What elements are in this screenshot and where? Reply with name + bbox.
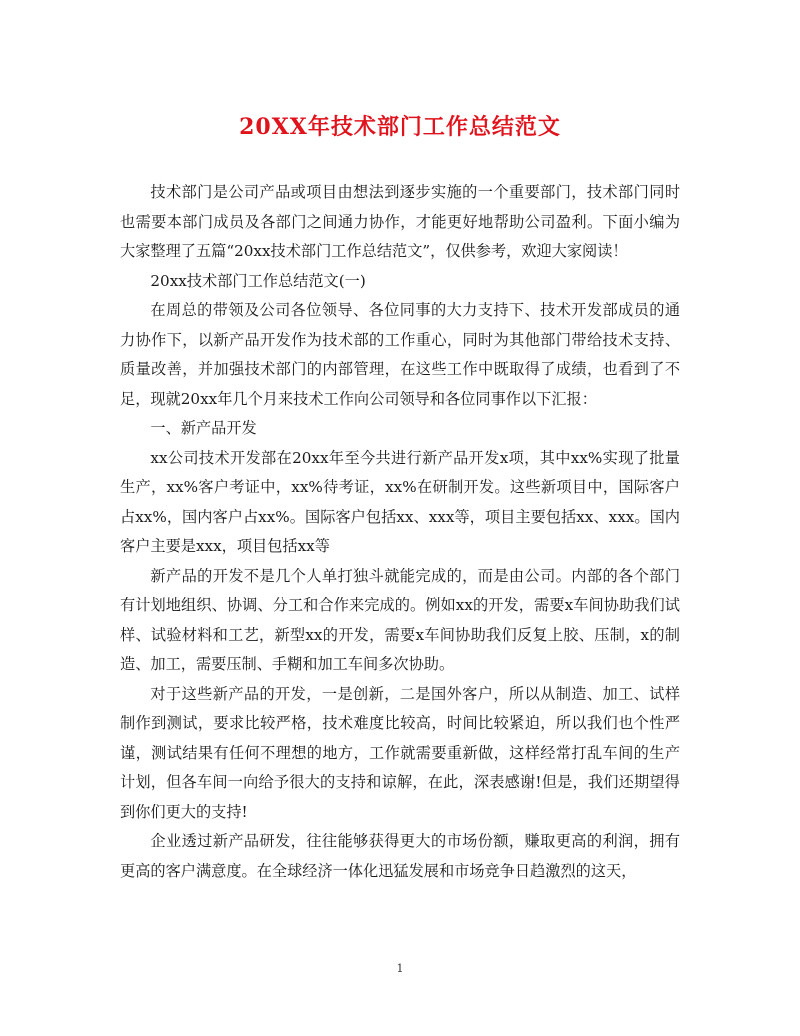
intro-paragraph: 技术部门是公司产品或项目由想法到逐步实施的一个重要部门，技术部门同时也需要本部门成员及各部门之间通力协作，才能更好地帮助公司盈利。下面小编为大家整理了五篇“20xx技术部门工作总结范文”，仅供参考，欢迎大家阅读！ <box>120 183 680 260</box>
body-paragraph: 在周总的带领及公司各位领导、各位同事的大力支持下、技术开发部成员的通力协作下，以新产品开发作为技术部的工作重心，同时为其他部门带给技术支持、质量改善，并加强技术部门的内部管理，在这些工作中既取得了成绩，也看到了不足，现就20xx年几个月来技术工作向公司领导和各位同事作以下汇报： <box>120 301 680 408</box>
document-body <box>120 178 680 886</box>
body-paragraph: 企业透过新产品研发，往往能够获得更大的市场份额，赚取更高的利润，拥有更高的客户满意度。在全球经济一体化迅猛发展和市场竞争日趋激烈的这天， <box>120 832 680 880</box>
body-paragraph: 新产品的开发不是几个人单打独斗就能完成的，而是由公司。内部的各个部门有计划地组织、协调、分工和合作来完成的。例如xx的开发，需要x车间协助我们试样、试验材料和工艺，新型xx的开发，需要x车间协助我们反复上胶、压制，x的制造、加工，需要压制、手糊和加工车间多次协助。 <box>120 566 680 673</box>
section-heading: 20xx技术部门工作总结范文(一) <box>150 271 366 290</box>
page-number: 1 <box>396 962 404 975</box>
subsection-heading: 一、新产品开发 <box>150 419 257 437</box>
document-title: 20XX年技术部门工作总结范文 <box>239 114 561 140</box>
body-paragraph: 对于这些新产品的开发，一是创新，二是国外客户，所以从制造、加工、试样制作到测试，要求比较严格，技术难度比较高，时间比较紧迫，所以我们也个性严谨，测试结果有任何不理想的地方，工作就需要重新做，这样经常打乱车间的生产计划，但各车间一向给予很大的支持和谅解，在此，深表感谢!但是，我们还期望得到你们更大的支持! <box>120 684 680 821</box>
body-paragraph: xx公司技术开发部在20xx年至今共进行新产品开发x项，其中xx%实现了批量生产，xx%客户考证中，xx%待考证，xx%在研制开发。这些新项目中，国际客户占xx%，国内客户占xx%。国际客户包括xx、xxx等，项目主要包括xx、xxx。国内客户主要是xxx，项目包括xx等 <box>120 448 680 555</box>
